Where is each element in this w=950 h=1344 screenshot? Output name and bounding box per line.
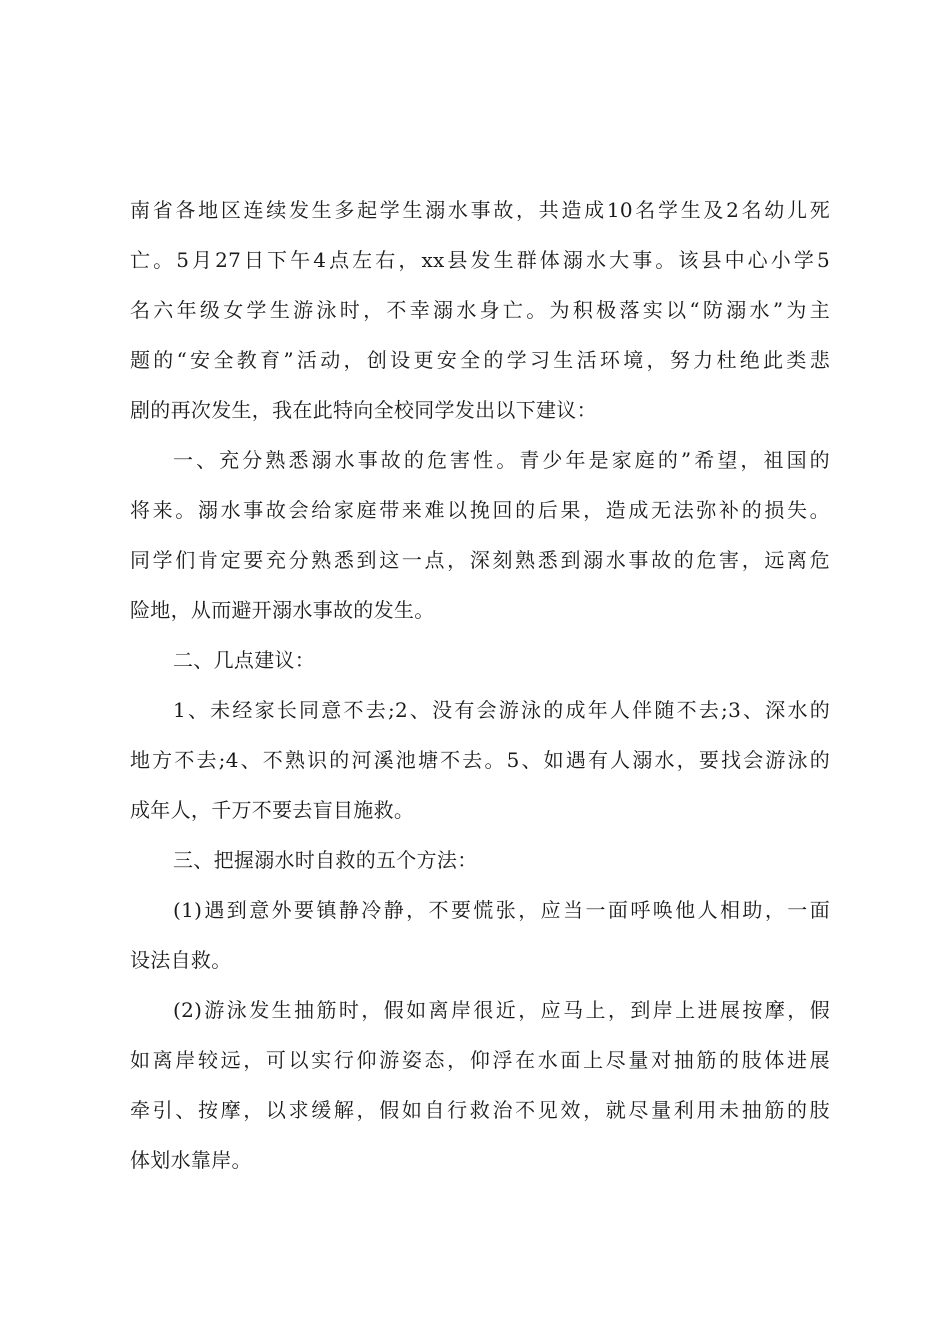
- text-line: 牵引、按摩，以求缓解，假如自行救治不见效，就尽量利用未抽筋的肢: [130, 1098, 830, 1122]
- text-line: 成年人，千万不要去盲目施救。: [130, 798, 415, 822]
- text-line: 地方不去;4、不熟识的河溪池塘不去。5、如遇有人溺水，要找会游泳的: [130, 748, 830, 772]
- text-line: 南省各地区连续发生多起学生溺水事故，共造成10名学生及2名幼儿死: [130, 198, 830, 222]
- paragraph-start-line: 1、未经家长同意不去;2、没有会游泳的成年人伴随不去;3、深水的: [173, 698, 830, 722]
- section-heading: 三、把握溺水时自救的五个方法：: [173, 848, 478, 872]
- paragraph-start-line: 一、充分熟悉溺水事故的危害性。青少年是家庭的”希望，祖国的: [173, 448, 830, 472]
- text-line: 名六年级女学生游泳时，不幸溺水身亡。为积极落实以“防溺水”为主: [130, 298, 830, 322]
- section-heading: 二、几点建议：: [173, 648, 316, 672]
- text-line: 体划水靠岸。: [130, 1148, 252, 1172]
- paragraph-start-line: (1)遇到意外要镇静冷静，不要慌张，应当一面呼唤他人相助，一面: [173, 898, 830, 922]
- paragraph-start-line: (2)游泳发生抽筋时，假如离岸很近，应马上，到岸上进展按摩，假: [173, 998, 830, 1022]
- text-line: 剧的再次发生，我在此特向全校同学发出以下建议：: [130, 398, 597, 422]
- text-line: 将来。溺水事故会给家庭带来难以挽回的后果，造成无法弥补的损失。: [130, 498, 830, 522]
- text-line: 同学们肯定要充分熟悉到这一点，深刻熟悉到溺水事故的危害，远离危: [130, 548, 830, 572]
- text-line: 设法自救。: [130, 948, 232, 972]
- text-line: 险地，从而避开溺水事故的发生。: [130, 598, 435, 622]
- text-line: 亡。5月27日下午4点左右，xx县发生群体溺水大事。该县中心小学5: [130, 248, 830, 272]
- text-line: 题的“安全教育”活动，创设更安全的学习生活环境，努力杜绝此类悲: [130, 348, 830, 372]
- text-line: 如离岸较远，可以实行仰游姿态，仰浮在水面上尽量对抽筋的肢体进展: [130, 1048, 830, 1072]
